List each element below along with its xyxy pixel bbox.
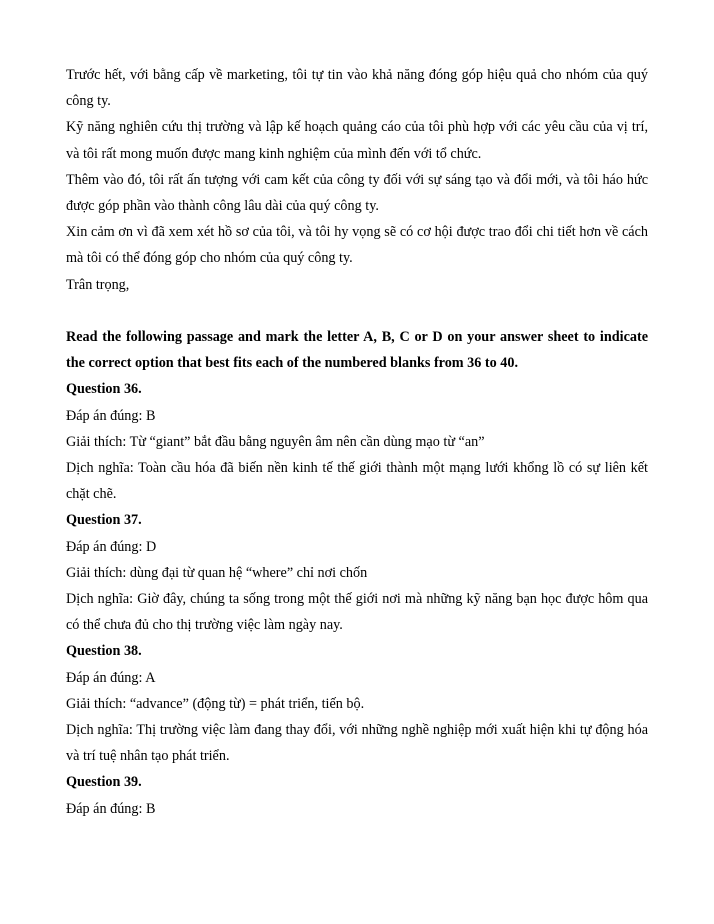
question-36-explanation: Giải thích: Từ “giant” bắt đầu bằng nguyên âm nên cần dùng mạo từ “an” [66,433,485,450]
letter-paragraph-1: Trước hết, với bằng cấp về marketing, tôi tự tin vào khả năng đóng góp hiệu quả cho nhóm của quý công ty. [66,67,648,110]
question-38-title: Question 38. [66,643,142,660]
blank-line [66,298,648,324]
question-39-answer: Đáp án đúng: B [66,800,156,817]
question-36-title: Question 36. [66,381,142,398]
question-39-title: Question 39. [66,774,142,791]
letter-paragraph-3: Thêm vào đó, tôi rất ấn tượng với cam kết của công ty đối với sự sáng tạo và đổi mới, và tôi háo hức được góp phần vào thành công lâu dài của quý công ty. [66,171,648,215]
question-37-answer: Đáp án đúng: D [66,538,157,555]
letter-closing: Trân trọng, [66,276,130,293]
letter-paragraph-2: Kỹ năng nghiên cứu thị trường và lập kế hoạch quảng cáo của tôi phù hợp với các yêu cầu của vị trí, và tôi rất mong muốn được mang kinh nghiệm của mình đến với tổ chức. [66,119,648,162]
letter-paragraph-4: Xin cảm ơn vì đã xem xét hồ sơ của tôi, và tôi hy vọng sẽ có cơ hội được trao đổi chi tiết hơn về cách mà tôi có thể đóng góp cho nhóm của quý công ty. [66,224,648,267]
question-38-translation: Dịch nghĩa: Thị trường việc làm đang thay đổi, với những nghề nghiệp mới xuất hiện khi tự động hóa và trí tuệ nhân tạo phát triển. [66,722,648,765]
question-36-translation: Dịch nghĩa: Toàn cầu hóa đã biến nền kinh tế thế giới thành một mạng lưới khổng lồ có sự liên kết chặt chẽ. [66,460,648,503]
question-37-translation: Dịch nghĩa: Giờ đây, chúng ta sống trong một thế giới nơi mà những kỹ năng bạn học được hôm qua có thể chưa đủ cho thị trường việc làm ngày nay. [66,591,648,634]
document-page [66,62,648,822]
question-36-answer: Đáp án đúng: B [66,407,156,424]
question-38-explanation: Giải thích: “advance” (động từ) = phát triển, tiến bộ. [66,695,365,712]
question-38-answer: Đáp án đúng: A [66,669,156,686]
question-37-title: Question 37. [66,512,142,529]
section-instruction: Read the following passage and mark the letter A, B, C or D on your answer sheet to indicate the correct option that best fits each of the numbered blanks from 36 to 40. [66,329,648,372]
question-37-explanation: Giải thích: dùng đại từ quan hệ “where” chỉ nơi chốn [66,564,368,581]
